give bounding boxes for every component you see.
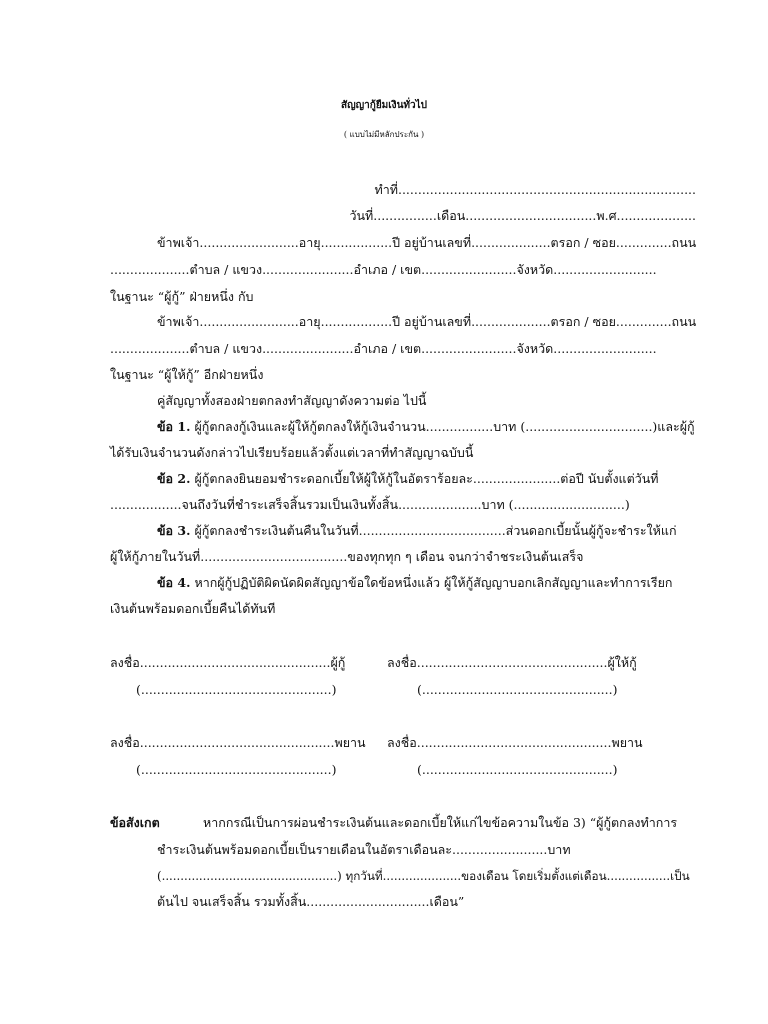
remark-line-3: (...............................................) ทุกวันที่.....................ของเดือน โดยเริ่มตั้งแต่เดือน.................เป็น [157,869,690,883]
remark-label: ข้อสังเกต [110,815,160,830]
clause-1-line-1 [157,419,695,435]
witness-1-signature-line: ลงชื่อ.................................................พยาน [110,735,366,750]
clause-2-line-1 [157,471,659,487]
clause-2-line-2: ..................จนถึงวันที่ชำระเสร็จสิ้นรวมเป็นเงินทั้งสิ้น.....................บาท (............................) [110,497,630,512]
lender-line-1: ข้าพเจ้า.........................อายุ..................ปี อยู่บ้านเลขที่....................ตรอก / ซอย..............ถนน [157,314,697,329]
place-line: ทำที่........................................................................... [374,182,696,197]
intro-line: คู่สัญญาทั้งสองฝ่ายตกลงทำสัญญาดังความต่อ ไปนี้ [157,393,427,408]
clause-1-line-2: ได้รับเงินจำนวนดังกล่าวไปเรียบร้อยแล้วตั้งแต่เวลาที่ทำสัญญาฉบับนี้ [110,445,474,460]
borrower-line-1: ข้าพเจ้า.........................อายุ..................ปี อยู่บ้านเลขที่....................ตรอก / ซอย..............ถนน [157,235,697,250]
remark-line-2: ชำระเงินต้นพร้อมดอกเบี้ยเป็นรายเดือนในอัตราเดือนละ........................บาท [157,842,571,857]
clause-1-text: ผู้กู้ตกลงกู้เงินและผู้ให้กู้ตกลงให้กู้เงินจำนวน.................บาท (................................)และผู้กู้ [194,419,695,434]
date-line: วันที่................เดือน.................................พ.ศ.................... [349,208,696,223]
clause-2-label: ข้อ 2. [157,471,191,486]
remark-line-1: หากกรณีเป็นการผ่อนชำระเงินต้นและดอกเบี้ยให้แก่ไขข้อความในข้อ 3) “ผู้กู้ตกลงทำการ [203,815,678,830]
borrower-role: ในฐานะ “ผู้กู้” ฝ่ายหนึ่ง กับ [110,289,254,304]
borrower-signature-line: ลงชื่อ................................................ผู้กู้ [110,655,346,670]
clause-4-line-1 [157,575,673,591]
document-subtitle: ( แบบไม่มีหลักประกัน ) [343,130,425,139]
witness-2-name-line: (................................................) [417,762,618,777]
lender-name-line: (................................................) [417,682,618,697]
clause-4-text: หากผู้กู้ปฏิบัติผิดนัดผิดสัญญาข้อใดข้อหนึ่งแล้ว ผู้ให้กู้สัญญาบอกเลิกสัญญาและทำการเรียก [194,575,673,590]
borrower-name-line: (................................................) [136,682,337,697]
document-title: สัญญากู้ยืมเงินทั่วไป [341,100,427,111]
clause-3-label: ข้อ 3. [157,523,191,538]
borrower-line-2: ....................ตำบล / แขวง.......................อำเภอ / เขต........................จังหวัด.......................... [110,262,657,277]
clause-4-line-2: เงินต้นพร้อมดอกเบี้ยคืนได้ทันที [110,601,276,616]
clause-3-line-1 [157,523,677,539]
lender-role: ในฐานะ “ผู้ให้กู้” อีกฝ่ายหนึ่ง [110,367,264,382]
remark-line-4: ต้นไป จนเสร็จสิ้น รวมทั้งสิ้น...............................เดือน” [157,894,465,909]
clause-3-line-2: ผู้ให้กู้ภายในวันที่.....................................ของทุกทุก ๆ เดือน จนกว่าจำชระเงินต้นเสร็จ [110,549,584,564]
clause-3-text: ผู้กู้ตกลงชำระเงินต้นคืนในวันที่.....................................ส่วนดอกเบี้ยนั้นผู้กู้จะชำระให้แก่ [194,523,677,538]
clause-1-label: ข้อ 1. [157,419,191,434]
clause-4-label: ข้อ 4. [157,575,191,590]
clause-2-text: ผู้กู้ตกลงยินยอมชำระดอกเบี้ยให้ผู้ให้กู้ในอัตราร้อยละ......................ต่อปี นับตั้งแต่วันที่ [194,471,659,486]
lender-line-2: ....................ตำบล / แขวง.......................อำเภอ / เขต........................จังหวัด.......................... [110,341,657,356]
witness-1-name-line: (................................................) [136,762,337,777]
lender-signature-line: ลงชื่อ................................................ผู้ให้กู้ [387,655,637,670]
witness-2-signature-line: ลงชื่อ.................................................พยาน [387,735,643,750]
